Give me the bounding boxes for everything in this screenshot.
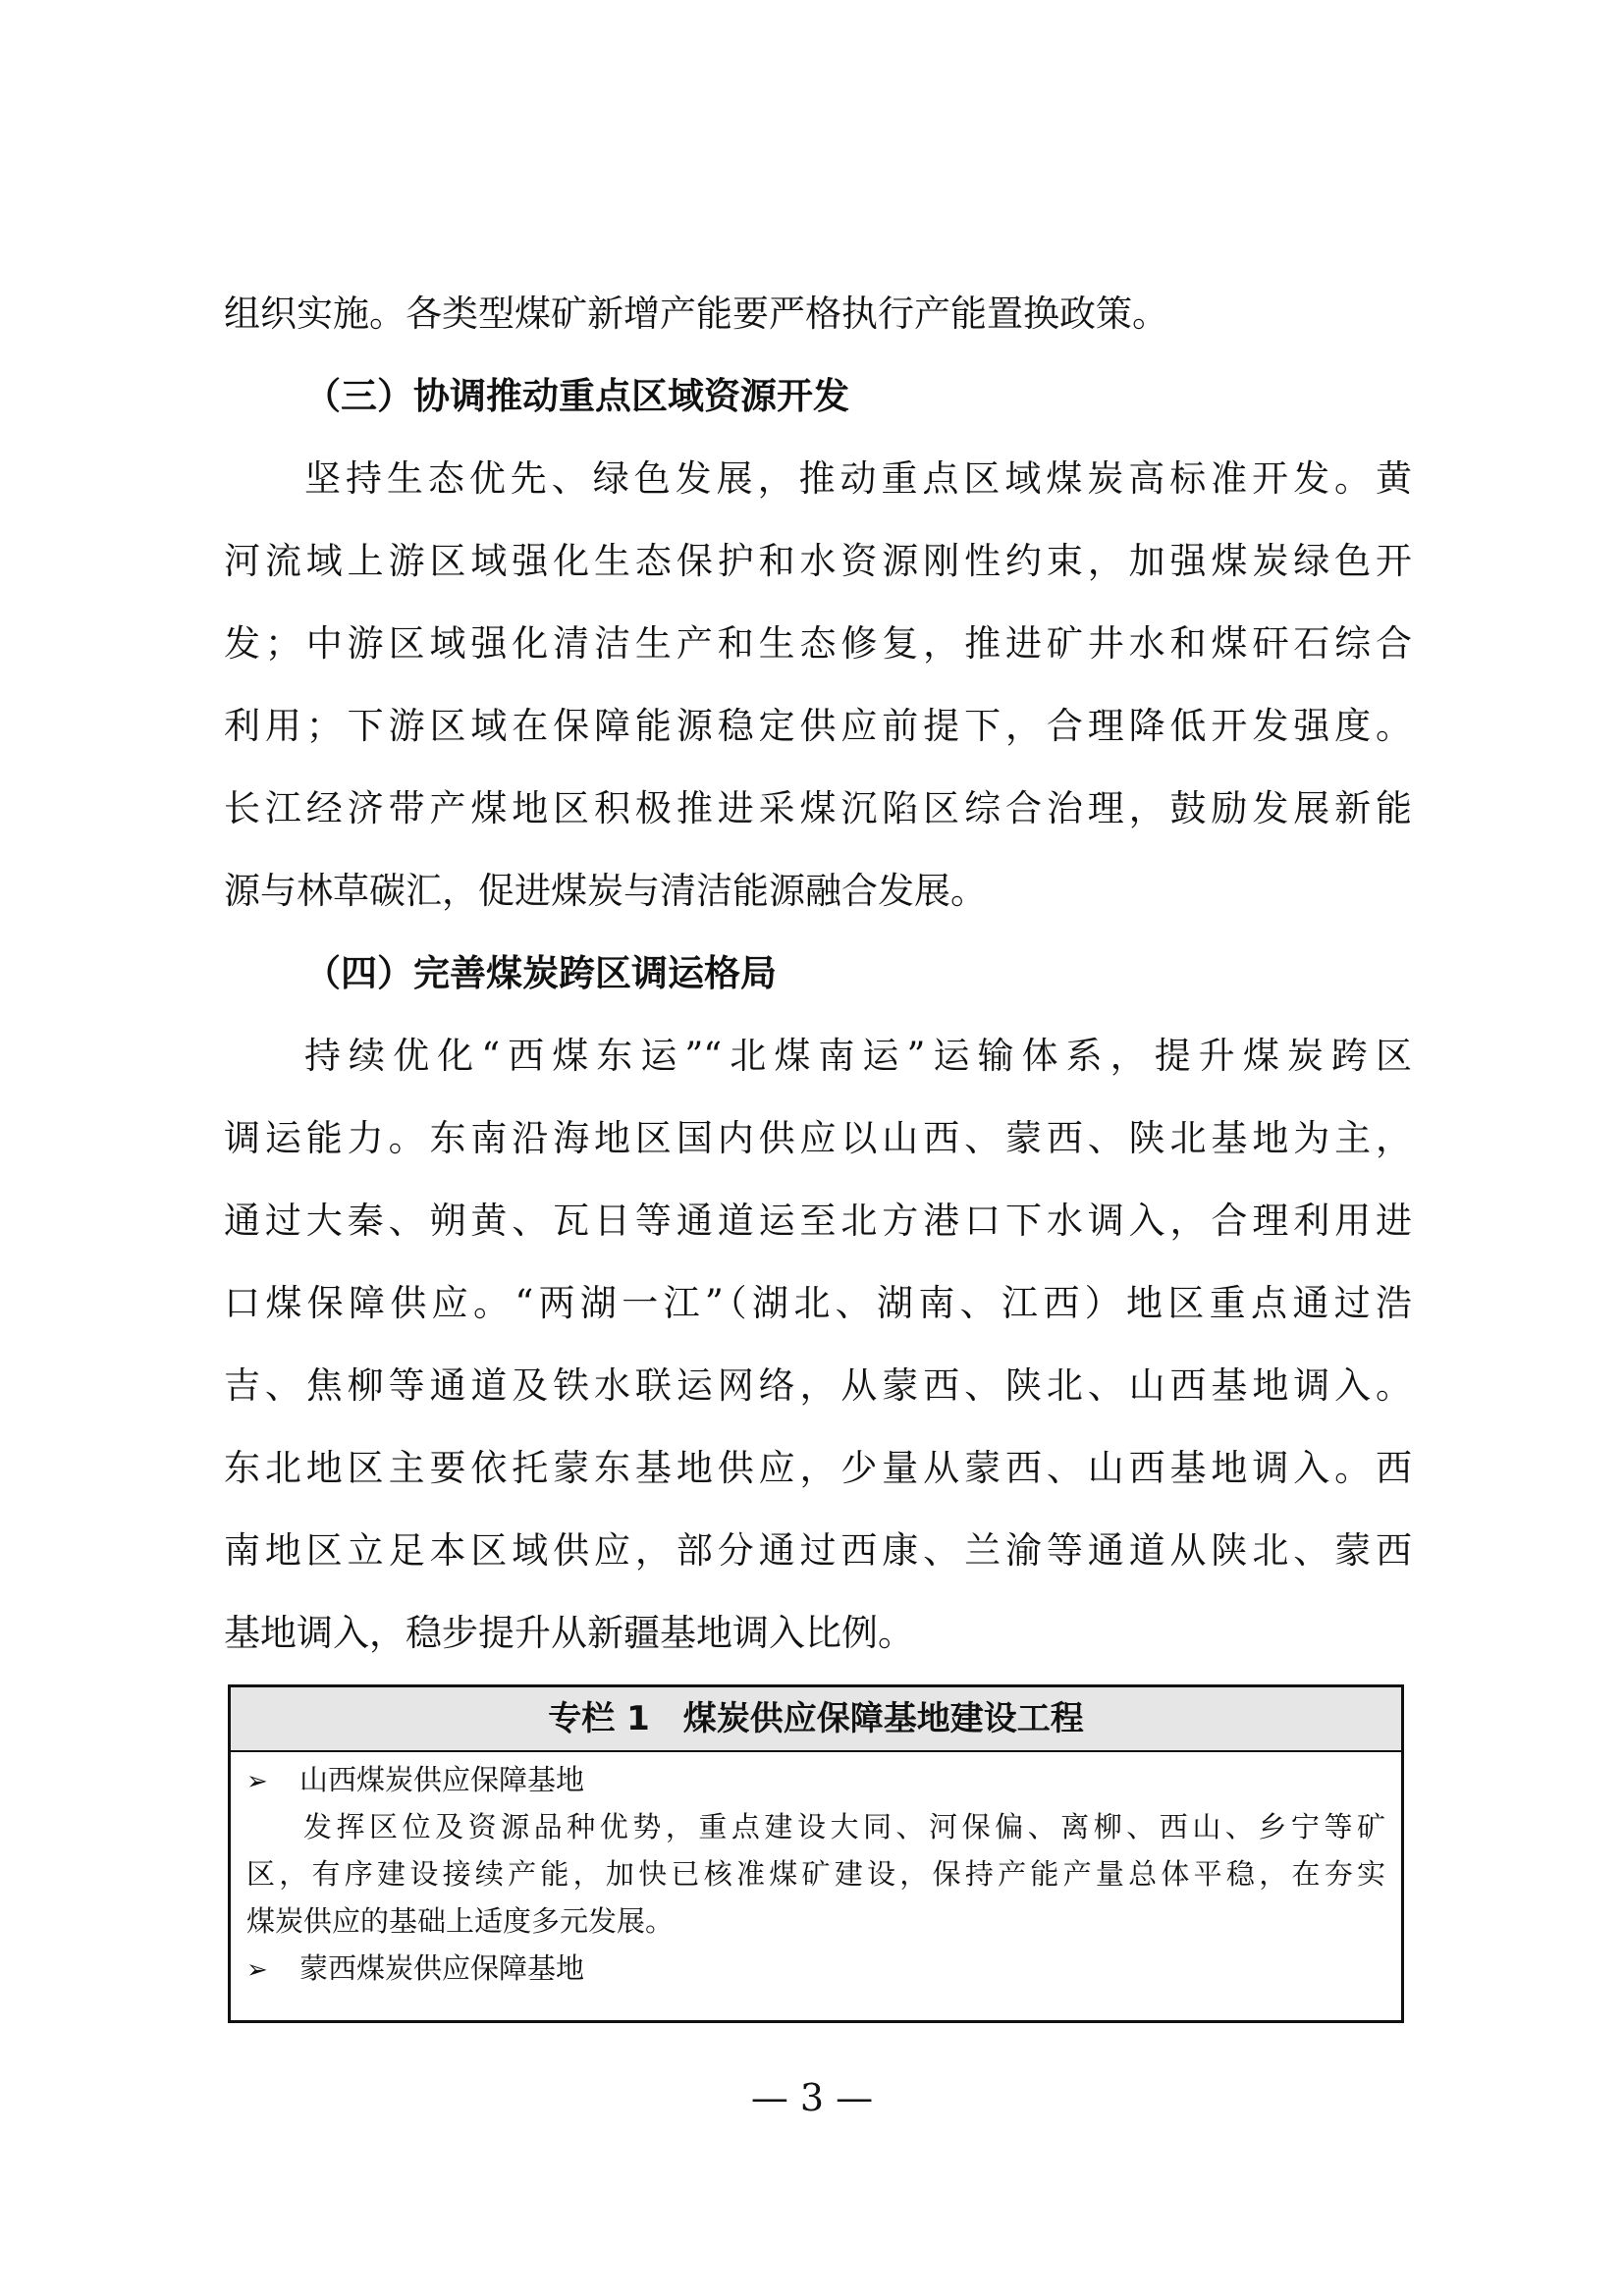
paragraph-line: 组织实施。各类型煤矿新增产能要严格执行产能置换政策。 bbox=[224, 293, 1168, 335]
paragraph-line: 吉、焦柳等通道及铁水联运网络，从蒙西、陕北、山西基地调入。 bbox=[224, 1364, 1412, 1407]
paragraph-line: 源与林草碳汇，促进煤炭与清洁能源融合发展。 bbox=[224, 870, 987, 912]
column-item-text-line: 发挥区位及资源品种优势，重点建设大同、河保偏、离柳、西山、乡宁等矿 bbox=[303, 1810, 1385, 1843]
column-item-text-line: 煤炭供应的基础上适度多元发展。 bbox=[246, 1904, 675, 1938]
paragraph-line: 口煤保障供应。“两湖一江”（湖北、湖南、江西）地区重点通过浩 bbox=[224, 1282, 1412, 1324]
paragraph-line: 东北地区主要依托蒙东基地供应，少量从蒙西、山西基地调入。西 bbox=[224, 1447, 1412, 1489]
paragraph-line: 利用；下游区域在保障能源稳定供应前提下，合理降低开发强度。 bbox=[224, 705, 1412, 747]
column-body bbox=[231, 1752, 1401, 1992]
paragraph-line: 坚持生态优先、绿色发展，推动重点区域煤炭高标准开发。黄 bbox=[304, 457, 1412, 500]
section-heading-3: （三）协调推动重点区域资源开发 bbox=[304, 375, 849, 417]
column-item-heading bbox=[246, 1756, 1385, 1803]
page-number: — 3 — bbox=[750, 2076, 874, 2119]
arrow-bullet-icon: ➢ bbox=[246, 1955, 268, 1985]
column-item-text-line: 区，有序建设接续产能，加快已核准煤矿建设，保持产能产量总体平稳，在夯实 bbox=[246, 1857, 1385, 1891]
paragraph-line: 发；中游区域强化清洁生产和生态修复，推进矿井水和煤矸石综合 bbox=[224, 622, 1412, 665]
paragraph-line: 通过大秦、朔黄、瓦日等通道运至北方港口下水调入，合理利用进 bbox=[224, 1200, 1412, 1242]
column-item-label: 山西煤炭供应保障基地 bbox=[299, 1763, 585, 1796]
column-box bbox=[228, 1684, 1404, 2023]
column-item-label: 蒙西煤炭供应保障基地 bbox=[299, 1951, 585, 1985]
paragraph-line: 持续优化“西煤东运”“北煤南运”运输体系，提升煤炭跨区 bbox=[304, 1035, 1412, 1077]
body-text bbox=[224, 273, 1412, 1675]
column-item-heading bbox=[246, 1945, 1385, 1992]
paragraph-line: 南地区立足本区域供应，部分通过西康、兰渝等通道从陕北、蒙西 bbox=[224, 1529, 1412, 1572]
column-title: 专栏 1 煤炭供应保障基地建设工程 bbox=[231, 1687, 1401, 1752]
paragraph-line: 基地调入，稳步提升从新疆基地调入比例。 bbox=[224, 1612, 914, 1654]
section-heading-4: （四）完善煤炭跨区调运格局 bbox=[304, 952, 777, 994]
arrow-bullet-icon: ➢ bbox=[246, 1767, 268, 1796]
paragraph-line: 长江经济带产煤地区积极推进采煤沉陷区综合治理，鼓励发展新能 bbox=[224, 787, 1412, 829]
paragraph-line: 调运能力。东南沿海地区国内供应以山西、蒙西、陕北基地为主， bbox=[224, 1117, 1412, 1159]
paragraph-line: 河流域上游区域强化生态保护和水资源刚性约束，加强煤炭绿色开 bbox=[224, 540, 1412, 582]
